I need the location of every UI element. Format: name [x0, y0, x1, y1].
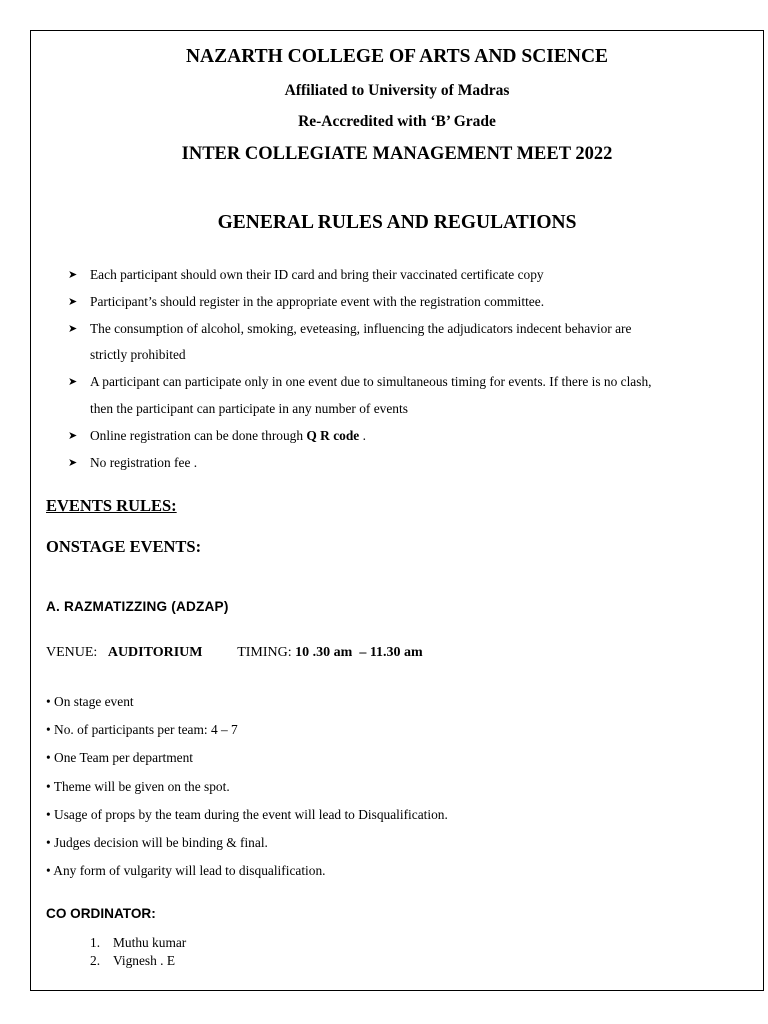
rule-text-line1: The consumption of alcohol, smoking, eveteasing, influencing the adjudicators indecent behavior are: [90, 320, 632, 336]
list-item: [68, 423, 728, 450]
rule-text: Online registration can be done through: [90, 427, 307, 443]
list-item: [90, 952, 186, 970]
event-rules-list: [46, 688, 448, 885]
venue-label: VENUE:: [46, 645, 98, 660]
list-item: [68, 369, 728, 423]
list-item: [68, 289, 728, 316]
timing-value: 10 .30 am – 11.30 am: [295, 645, 423, 660]
coordinator-list: [90, 934, 186, 970]
arrowhead-bullet-icon: ➤: [68, 375, 78, 389]
accreditation: Re-Accredited with ‘B’ Grade: [298, 113, 496, 130]
rule-text-end: .: [359, 427, 366, 443]
list-item: • On stage event: [46, 694, 134, 709]
rule-text: Each participant should own their ID card and bring their vaccinated certificate copy: [90, 267, 544, 282]
list-item: [68, 450, 728, 477]
coordinator-name: Vignesh . E: [113, 953, 176, 968]
venue-value: AUDITORIUM: [107, 645, 203, 660]
rule-text-line1: A participant can participate only in one event due to simultaneous timing for events. If there is no clash,: [90, 374, 652, 390]
list-item: [68, 262, 728, 289]
list-item: • Usage of props by the team during the event will lead to Disqualification.: [46, 806, 448, 822]
list-item: • Any form of vulgarity will lead to disqualification.: [46, 863, 326, 879]
rule-text: No registration fee .: [90, 454, 198, 470]
arrowhead-bullet-icon: ➤: [68, 428, 78, 442]
rule-text: Participant’s should register in the appropriate event with the registration committee.: [90, 293, 545, 309]
qr-code-text: Q R code: [306, 427, 360, 443]
onstage-events-heading: ONSTAGE EVENTS:: [46, 537, 202, 556]
list-item: • One Team per department: [46, 750, 194, 766]
list-item: [90, 934, 186, 952]
arrowhead-bullet-icon: ➤: [68, 455, 78, 469]
general-rules-title: GENERAL RULES AND REGULATIONS: [217, 212, 577, 233]
list-item: [68, 316, 728, 370]
list-item: • No. of participants per team: 4 – 7: [46, 722, 238, 738]
list-number: 1.: [90, 935, 101, 950]
list-item: • Theme will be given on the spot.: [46, 778, 230, 794]
list-item: • Judges decision will be binding & final.: [46, 835, 268, 851]
meet-title: INTER COLLEGIATE MANAGEMENT MEET 2022: [181, 144, 613, 164]
events-rules-heading: EVENTS RULES:: [46, 496, 177, 515]
list-number: 2.: [90, 953, 101, 968]
affiliation: Affiliated to University of Madras: [284, 82, 510, 99]
event-title: A. RAZMATIZZING (ADZAP): [46, 599, 229, 614]
coordinator-heading: CO ORDINATOR:: [46, 906, 156, 921]
general-rules-list: [68, 262, 728, 476]
college-name: NAZARTH COLLEGE OF ARTS AND SCIENCE: [185, 46, 609, 67]
rule-text-line2: strictly prohibited: [90, 347, 186, 363]
coordinator-name: Muthu kumar: [113, 935, 187, 950]
timing-label: TIMING:: [237, 645, 292, 660]
venue-timing-line: [46, 645, 423, 661]
rule-text-line2: then the participant can participate in any number of events: [90, 400, 408, 416]
arrowhead-bullet-icon: ➤: [68, 268, 78, 281]
arrowhead-bullet-icon: ➤: [68, 321, 78, 335]
arrowhead-bullet-icon: ➤: [68, 294, 78, 308]
